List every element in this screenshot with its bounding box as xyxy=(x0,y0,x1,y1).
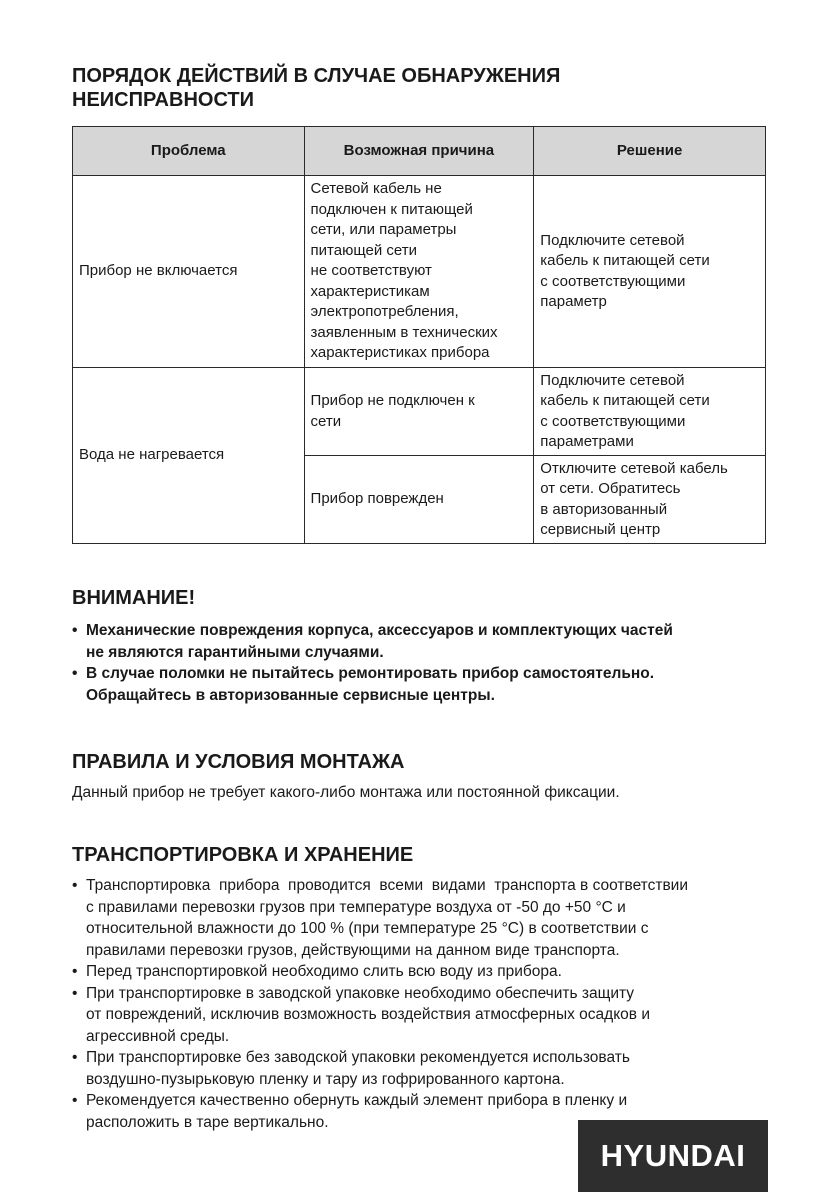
hyundai-logo: HYUNDAI xyxy=(578,1120,768,1192)
list-item: • Рекомендуется качественно обернуть каждый элемент прибора в пленку и расположить в таре вертикально. xyxy=(72,1092,628,1131)
montage-title: ПРАВИЛА И УСЛОВИЯ МОНТАЖА xyxy=(72,751,405,773)
bullet-icon: • xyxy=(72,1049,78,1066)
warning-title: ВНИМАНИЕ! xyxy=(72,587,196,609)
bullet-icon: • xyxy=(72,665,78,682)
cause-cell: Прибор не подключен к сети xyxy=(304,368,534,456)
problem-cell: Вода не нагревается xyxy=(73,368,305,544)
list-item: • В случае поломки не пытайтесь ремонтировать прибор самостоятельно. Обращайтесь в авторизованные сервисные центры. xyxy=(72,665,654,704)
bullet-icon: • xyxy=(72,1092,78,1109)
troubleshooting-title: ПОРЯДОК ДЕЙСТВИЙ В СЛУЧАЕ ОБНАРУЖЕНИЯ НЕИСПРАВНОСТИ xyxy=(72,65,561,111)
list-item: • При транспортировке в заводской упаковке необходимо обеспечить защиту от повреждений, исключив возможность воздействия атмосферных осадков и агрессивной среды. xyxy=(72,984,650,1045)
solution-cell: Подключите сетевой кабель к питающей сети с соответствующими параметр xyxy=(534,176,766,368)
header-problem: Проблема xyxy=(73,127,305,176)
warning-list xyxy=(72,620,768,706)
warning-section xyxy=(72,586,768,706)
troubleshooting-table xyxy=(72,126,766,544)
header-cause: Возможная причина xyxy=(304,127,534,176)
cause-cell: Прибор поврежден xyxy=(304,456,534,544)
cause-cell: Сетевой кабель не подключен к питающей сети, или параметры питающей сети не соответствуют характеристикам электропотребления, заявленным в технических характеристиках прибора xyxy=(304,176,534,368)
list-item: • Механические повреждения корпуса, аксессуаров и комплектующих частей не являются гарантийными случаями. xyxy=(72,622,673,661)
manual-page xyxy=(72,64,768,1133)
bullet-icon: • xyxy=(72,963,78,980)
header-solution: Решение xyxy=(534,127,766,176)
bullet-icon: • xyxy=(72,877,78,894)
list-item: • Транспортировка прибора проводится всеми видами транспорта в соответствии с правилами перевозки грузов при температуре воздуха от -50 до +50 °С и относительной влажности до 100 % (при температуре 25 °С) в соответствии с правилами перевозки грузов, действующими на данном виде транспорта. xyxy=(72,877,689,959)
list-item: • При транспортировке без заводской упаковки рекомендуется использовать воздушно-пузырьковую пленку и тару из гофрированного картона. xyxy=(72,1049,630,1088)
montage-text: Данный прибор не требует какого-либо монтажа или постоянной фиксации. xyxy=(72,784,620,801)
montage-section xyxy=(72,750,768,803)
solution-cell: Отключите сетевой кабель от сети. Обратитесь в авторизованный сервисный центр xyxy=(534,456,766,544)
problem-cell: Прибор не включается xyxy=(73,176,305,368)
transport-title: ТРАНСПОРТИРОВКА И ХРАНЕНИЕ xyxy=(72,844,414,866)
bullet-icon: • xyxy=(72,984,78,1002)
table-row xyxy=(73,368,766,456)
table-header-row xyxy=(73,127,766,176)
list-item: • Перед транспортировкой необходимо слить всю воду из прибора. xyxy=(72,961,768,983)
bullet-icon: • xyxy=(72,622,78,639)
table-row xyxy=(73,176,766,368)
transport-section xyxy=(72,843,768,1133)
transport-list xyxy=(72,875,768,1133)
solution-cell: Подключите сетевой кабель к питающей сети с соответствующими параметрами xyxy=(534,368,766,456)
